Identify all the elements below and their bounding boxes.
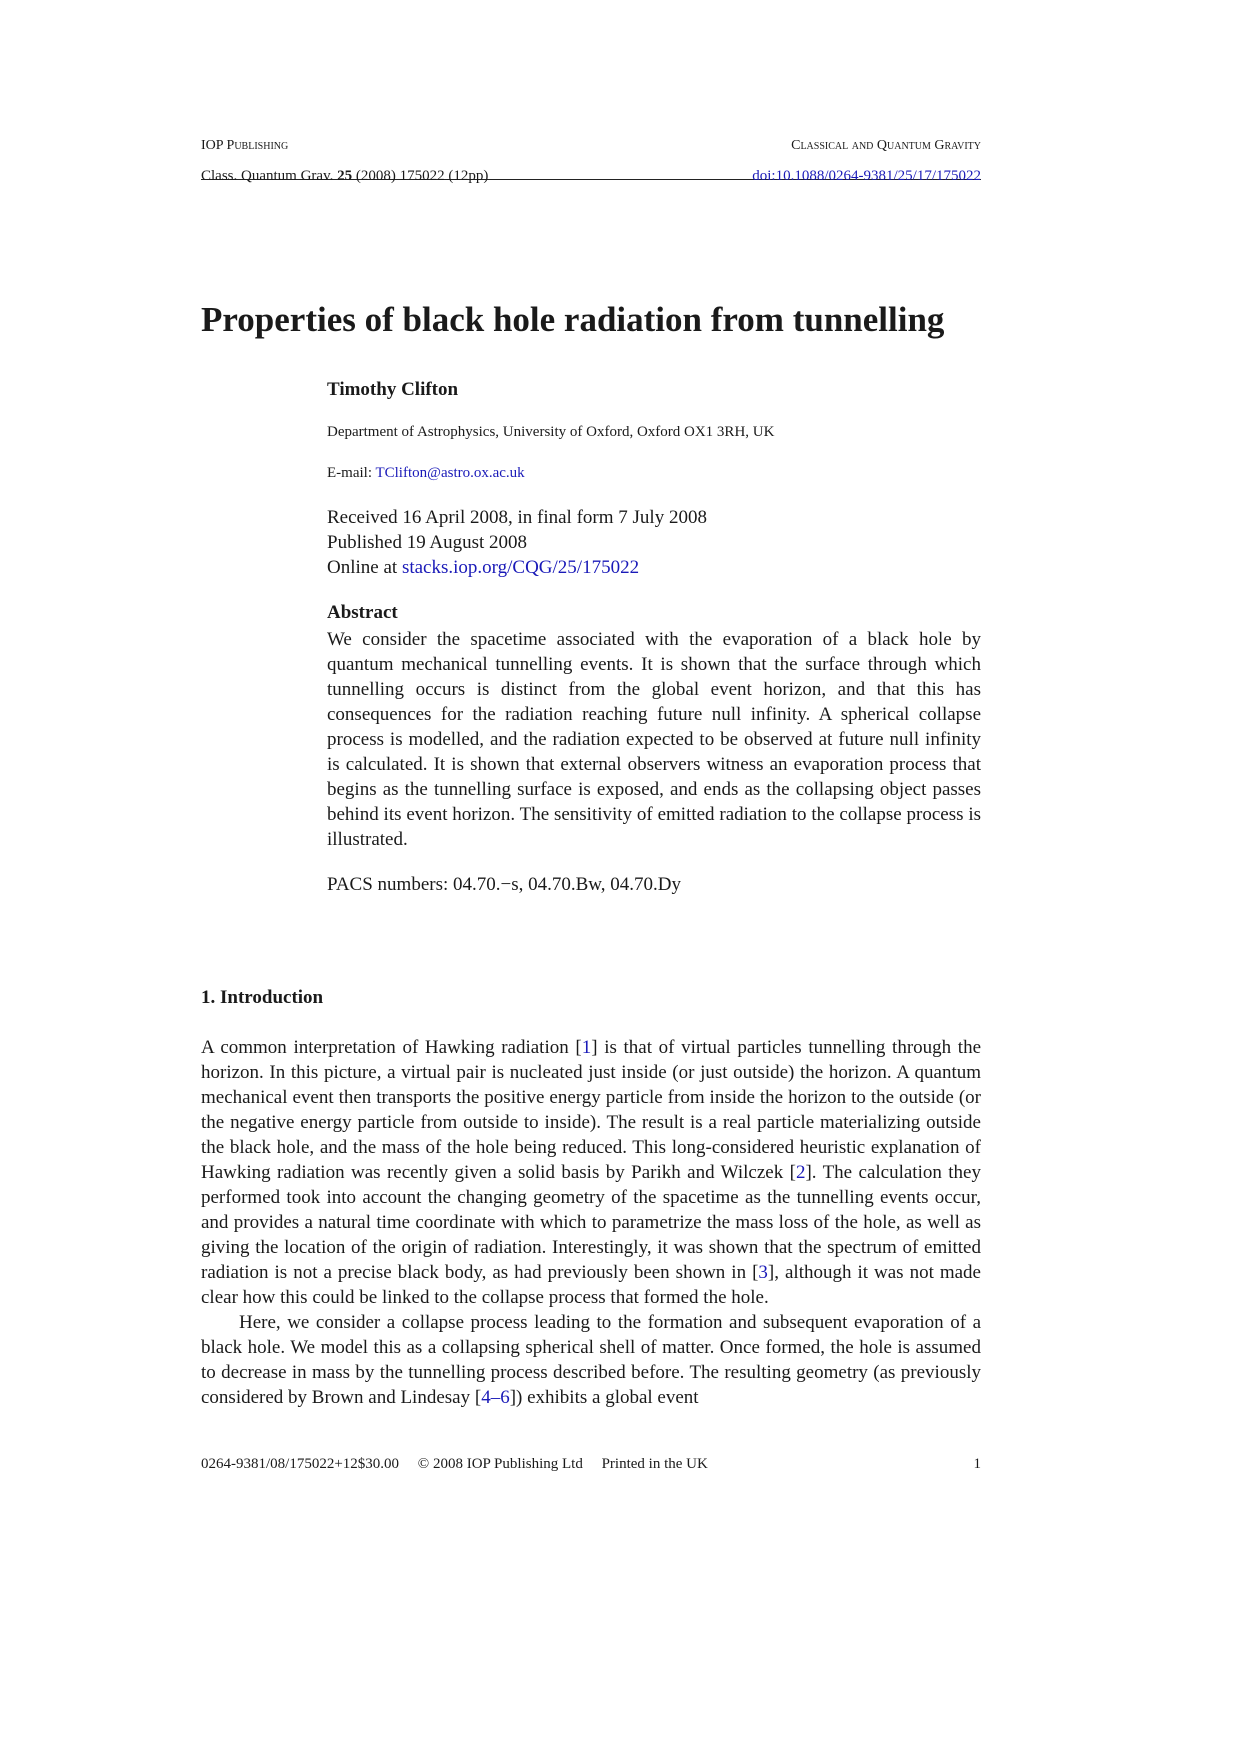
- journal-name: Classical and Quantum Gravity: [791, 138, 981, 153]
- paper-title: Properties of black hole radiation from tunnelling: [201, 300, 945, 339]
- ref-link-4-6[interactable]: 4–6: [481, 1387, 510, 1408]
- email-line: E-mail: TClifton@astro.ox.ac.uk: [327, 465, 525, 481]
- paragraph-2: Here, we consider a collapse process leading to the formation and subsequent evaporation of a black hole. We model this as a collapsing spherical shell of matter. Once formed, the hole is assumed to decrease in mass by the tunnelling process described before. The resulting geometry (as previously considered by Brown and Lindesay [4–6]) exhibits a global event: [201, 1312, 981, 1408]
- footer-printed: Printed in the UK: [601, 1456, 708, 1472]
- page-footer: [201, 1456, 981, 1473]
- page-number: 1: [973, 1456, 981, 1472]
- online-link[interactable]: stacks.iop.org/CQG/25/175022: [401, 557, 640, 578]
- publication-dates: [327, 505, 981, 580]
- received-date: Received 16 April 2008, in final form 7 July 2008: [327, 507, 707, 528]
- published-date: Published 19 August 2008: [327, 532, 528, 553]
- paragraph-1: A common interpretation of Hawking radiation [1] is that of virtual particles tunnelling through the horizon. In this picture, a virtual pair is nucleated just inside (or just outside) the horizon. A quantum mechanical event then transports the positive energy particle from inside the horizon to the outside (or the negative energy particle from outside to inside). The result is a real particle materializing outside the black hole, and the mass of the hole being reduced. This long-considered heuristic explanation of Hawking radiation was recently given a solid basis by Parikh and Wilczek [2]. The calculation they performed took into account the changing geometry of the spacetime as the tunnelling events occur, and provides a natural time coordinate with which to parametrize the mass loss of the hole, as well as giving the location of the origin of radiation. Interestingly, it was shown that the spectrum of emitted radiation is not a precise black body, as had previously been shown in [3], although it was not made clear how this could be linked to the collapse process that formed the hole.: [201, 1037, 981, 1308]
- ref-link-3[interactable]: 3: [758, 1262, 768, 1283]
- affiliation: Department of Astrophysics, University of Oxford, Oxford OX1 3RH, UK: [327, 424, 775, 440]
- ref-link-1[interactable]: 1: [581, 1037, 592, 1058]
- author-name: Timothy Clifton: [327, 379, 459, 400]
- email-link[interactable]: TClifton@astro.ox.ac.uk: [375, 465, 525, 481]
- section-heading: 1. Introduction: [201, 987, 324, 1008]
- abstract-heading: Abstract: [327, 602, 398, 623]
- abstract-text: We consider the spacetime associated with the evaporation of a black hole by quantum mechanical tunnelling events. It is shown that the surface through which tunnelling occurs is distinct from the global event horizon, and that this has consequences for the radiation reaching future null infinity. A spherical collapse process is modelled, and the radiation expected to be observed at future null infinity is calculated. It is shown that external observers witness an evaporation process that begins as the tunnelling surface is exposed, and ends as the collapsing object passes behind its event horizon. The sensitivity of emitted radiation to the collapse process is illustrated.: [327, 629, 981, 850]
- ref-link-2[interactable]: 2: [795, 1162, 806, 1183]
- footer-copyright: © 2008 IOP Publishing Ltd: [417, 1456, 583, 1472]
- pacs-numbers: PACS numbers: 04.70.−s, 04.70.Bw, 04.70.Dy: [327, 874, 681, 895]
- section-body: [201, 1035, 981, 1410]
- footer-issn: 0264-9381/08/175022+12$30.00: [201, 1456, 400, 1472]
- online-line: Online at stacks.iop.org/CQG/25/175022: [327, 557, 640, 578]
- doi-link[interactable]: doi:10.1088/0264-9381/25/17/175022: [752, 168, 981, 184]
- citation: Class. Quantum Grav. 25 (2008) 175022 (12pp): [201, 168, 489, 184]
- publisher-name: IOP Publishing: [201, 138, 289, 153]
- paper-page: [201, 0, 981, 1755]
